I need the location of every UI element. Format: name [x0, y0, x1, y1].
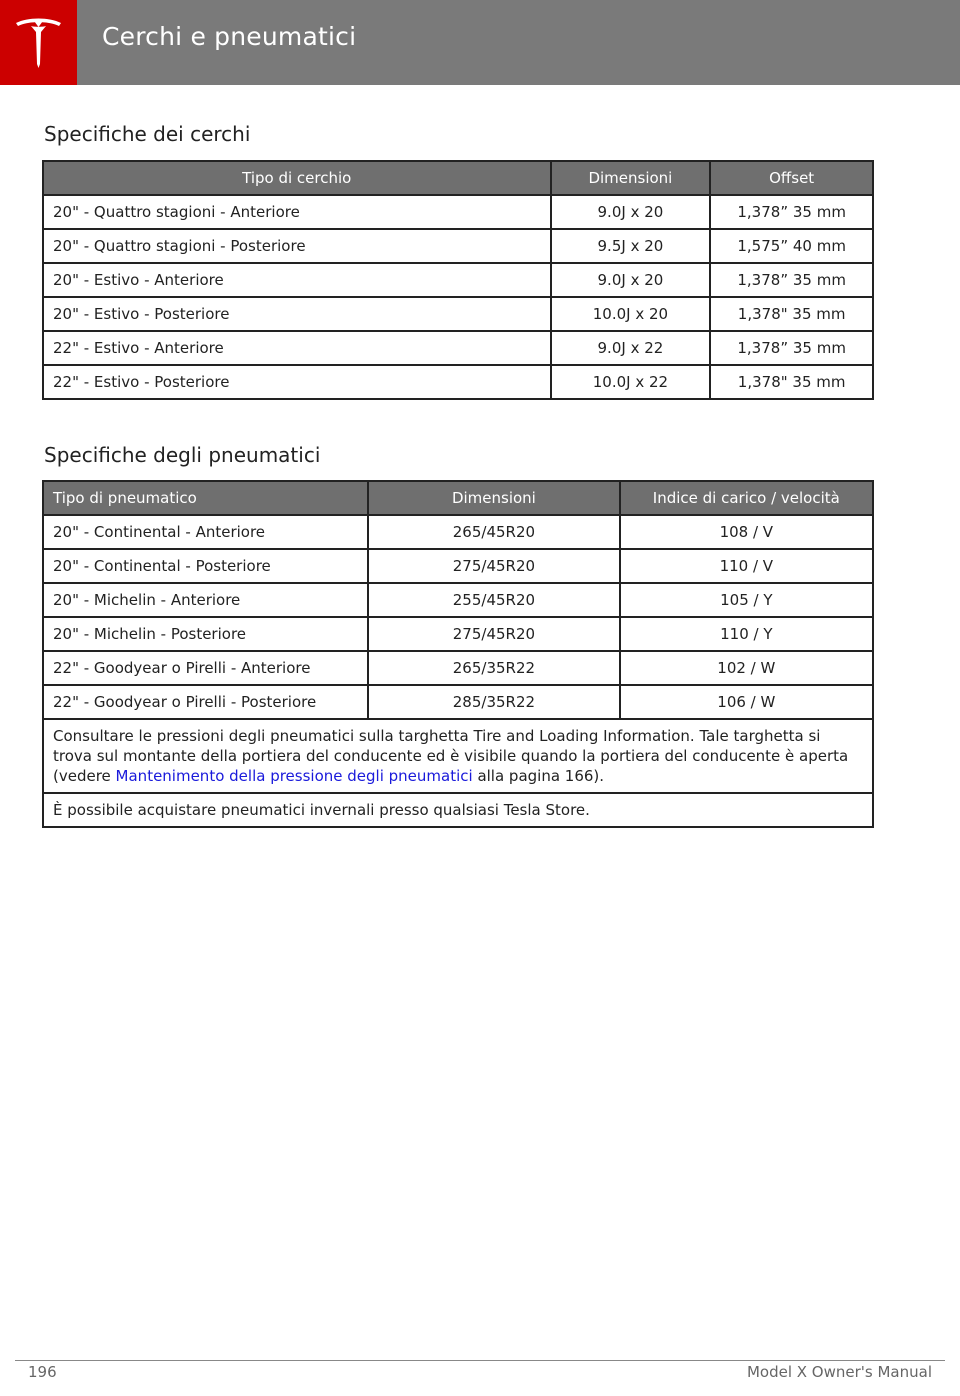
column-header: Dimensioni	[551, 161, 711, 195]
table-cell: 20" - Quattro stagioni - Anteriore	[43, 195, 551, 229]
winter-tires-note: È possibile acquistare pneumatici invernali presso qualsiasi Tesla Store.	[43, 793, 873, 827]
table-cell: 9.0J x 20	[551, 195, 711, 229]
table-row	[43, 229, 873, 263]
page-number: 196	[28, 1363, 57, 1381]
table-cell: 1,378” 35 mm	[710, 331, 873, 365]
table-row	[43, 263, 873, 297]
table-row	[43, 651, 873, 685]
table-cell: 255/45R20	[368, 583, 619, 617]
table-cell: 22" - Estivo - Anteriore	[43, 331, 551, 365]
table-cell: 275/45R20	[368, 617, 619, 651]
table-cell: 10.0J x 20	[551, 297, 711, 331]
column-header: Tipo di cerchio	[43, 161, 551, 195]
column-header: Indice di carico / velocità	[620, 481, 873, 515]
table-note-row	[43, 793, 873, 827]
table-cell: 20" - Estivo - Anteriore	[43, 263, 551, 297]
table-cell: 9.0J x 22	[551, 331, 711, 365]
table-cell: 22" - Goodyear o Pirelli - Posteriore	[43, 685, 368, 719]
table-row	[43, 365, 873, 399]
column-header: Tipo di pneumatico	[43, 481, 368, 515]
table-cell: 106 / W	[620, 685, 873, 719]
table-cell: 10.0J x 22	[551, 365, 711, 399]
table-cell: 285/35R22	[368, 685, 619, 719]
tires-heading: Specifiche degli pneumatici	[44, 443, 321, 467]
table-cell: 275/45R20	[368, 549, 619, 583]
table-cell: 1,378" 35 mm	[710, 297, 873, 331]
table-cell: 1,378” 35 mm	[710, 263, 873, 297]
table-cell: 9.5J x 20	[551, 229, 711, 263]
table-row	[43, 685, 873, 719]
table-cell: 20" - Estivo - Posteriore	[43, 297, 551, 331]
column-header: Offset	[710, 161, 873, 195]
footer-divider	[15, 1360, 945, 1361]
table-cell: 102 / W	[620, 651, 873, 685]
table-cell: 265/45R20	[368, 515, 619, 549]
tire-pressure-link[interactable]: Mantenimento della pressione degli pneumatici	[115, 767, 473, 785]
note-text: Consultare le pressioni degli pneumatici sulla targhetta Tire and Loading Information. Tale targhetta si trova sul montante della portiera del conducente ed è visibile quando la portiera del conducente è aperta (vedere	[53, 727, 849, 785]
table-row	[43, 515, 873, 549]
table-cell: 22" - Goodyear o Pirelli - Anteriore	[43, 651, 368, 685]
table-cell: 105 / Y	[620, 583, 873, 617]
table-cell: 20" - Continental - Posteriore	[43, 549, 368, 583]
table-cell: 110 / Y	[620, 617, 873, 651]
page-title: Cerchi e pneumatici	[102, 22, 357, 51]
manual-name: Model X Owner's Manual	[746, 1363, 932, 1381]
wheels-table	[42, 160, 874, 400]
wheels-heading: Specifiche dei cerchi	[44, 122, 251, 146]
table-row	[43, 297, 873, 331]
table-cell: 1,378" 35 mm	[710, 365, 873, 399]
table-row	[43, 195, 873, 229]
brand-logo-box	[0, 0, 77, 85]
table-cell: 110 / V	[620, 549, 873, 583]
table-row	[43, 549, 873, 583]
table-note-row	[43, 719, 873, 793]
table-cell: 20" - Continental - Anteriore	[43, 515, 368, 549]
table-cell: 20" - Michelin - Posteriore	[43, 617, 368, 651]
page-header	[0, 0, 960, 85]
table-row	[43, 583, 873, 617]
table-cell: 9.0J x 20	[551, 263, 711, 297]
table-header-row	[43, 481, 873, 515]
table-cell: 1,378” 35 mm	[710, 195, 873, 229]
table-cell: 108 / V	[620, 515, 873, 549]
table-cell: 20" - Quattro stagioni - Posteriore	[43, 229, 551, 263]
table-row	[43, 331, 873, 365]
tire-pressure-note	[43, 719, 873, 793]
table-row	[43, 617, 873, 651]
table-cell: 265/35R22	[368, 651, 619, 685]
table-cell: 22" - Estivo - Posteriore	[43, 365, 551, 399]
table-header-row	[43, 161, 873, 195]
tires-table	[42, 480, 874, 828]
table-cell: 20" - Michelin - Anteriore	[43, 583, 368, 617]
note-text: alla pagina 166).	[472, 767, 605, 785]
column-header: Dimensioni	[368, 481, 619, 515]
tesla-logo-icon	[14, 14, 63, 71]
table-cell: 1,575” 40 mm	[710, 229, 873, 263]
